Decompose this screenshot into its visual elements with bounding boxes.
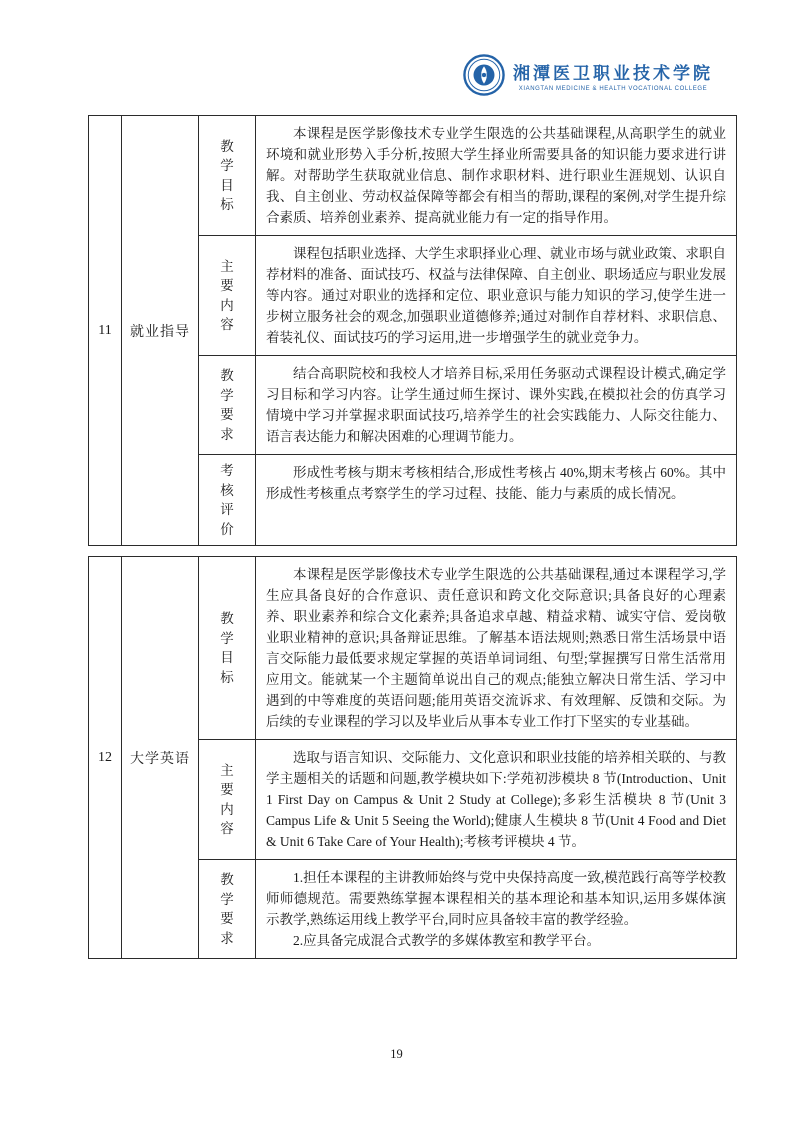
section-teaching-objectives	[199, 557, 736, 739]
section-label: 主 要 内 容	[199, 740, 256, 859]
section-label: 教 学 目 标	[199, 116, 256, 235]
section-label: 教 学 要 求	[199, 860, 256, 958]
section-teaching-objectives	[199, 116, 736, 235]
section-label: 教 学 要 求	[199, 356, 256, 454]
section-content: 本课程是医学影像技术专业学生限选的公共基础课程,从高职学生的就业环境和就业形势入手分析,按照大学生择业所需要具备的知识能力要求进行讲解。对帮助学生获取就业信息、制作求职材料、进行职业生涯规划、认识自我、自主创业、劳动权益保障等都会有相当的帮助,课程的案例,对学生提升综合素质、培养创业素养、提高就业能力有一定的指导作用。	[266, 126, 726, 225]
college-logo-icon	[463, 54, 505, 96]
course-sections	[199, 557, 736, 958]
section-content: 选取与语言知识、交际能力、文化意识和职业技能的培养相关联的、与教学主题相关的话题和问题,教学模块如下:学苑初涉模块 8 节(Introduction、Unit 1 First Day on Campus & Unit 2 Study at College);多彩生活模块 8 节(Unit 3 Campus Life & Unit 5 Seeing the World);健康人生模块 8 节(Unit 4 Food and Diet & Unit 6 Take Care of Your Health);考核考评模块 4 节。	[266, 750, 726, 849]
section-content: 形成性考核与期末考核相结合,形成性考核占 40%,期末考核占 60%。其中形成性考核重点考察学生的学习过程、技能、能力与素质的成长情况。	[266, 465, 726, 501]
section-content: 1.担任本课程的主讲教师始终与党中央保持高度一致,模范践行高等学校教师师德规范。需要熟练掌握本课程相关的基本理论和基本知识,运用多媒体演示教学,熟练运用线上教学平台,同时应具备较丰富的教学经验。 2.应具备完成混合式教学的多媒体教室和教学平台。	[266, 870, 726, 948]
course-sections	[199, 116, 736, 545]
college-name: 湘潭医卫职业技术学院	[513, 63, 713, 83]
college-name-block	[513, 59, 713, 92]
course-row-11	[88, 115, 737, 546]
section-label: 主 要 内 容	[199, 236, 256, 355]
page-number: 19	[390, 1047, 403, 1061]
section-main-content	[199, 235, 736, 355]
section-content: 本课程是医学影像技术专业学生限选的公共基础课程,通过本课程学习,学生应具备良好的合作意识、责任意识和跨文化交际意识;具备良好的心理素养、职业素养和综合文化素养;具备追求卓越、精益求精、诚实守信、爱岗敬业职业精神的意识;具备辩证思维。了解基本语法规则;熟悉日常生活场景中语言交际能力最低要求规定掌握的英语单词词组、句型;掌握撰写日常生活常用应用文。能就某一个主题简单说出自己的观点;能独立解决日常生活、学习中遇到的中等难度的英语问题;能用英语交流诉求、有效理解、反馈和交际。为后续的专业课程的学习以及毕业后从事本专业工作打下坚实的专业基础。	[266, 567, 726, 729]
course-name: 就业指导	[122, 116, 199, 545]
row-number: 12	[89, 557, 122, 958]
section-main-content	[199, 739, 736, 859]
section-label: 教 学 目 标	[199, 557, 256, 739]
section-assessment-evaluation	[199, 454, 736, 545]
section-teaching-requirements	[199, 859, 736, 958]
page-header	[463, 54, 713, 96]
course-name: 大学英语	[122, 557, 199, 958]
section-label: 考 核 评 价	[199, 455, 256, 545]
row-number: 11	[89, 116, 122, 545]
section-teaching-requirements	[199, 355, 736, 454]
college-name-en: XIANGTAN MEDICINE & HEALTH VOCATIONAL COLLEGE	[518, 85, 708, 92]
section-content: 结合高职院校和我校人才培养目标,采用任务驱动式课程设计模式,确定学习目标和学习内容。让学生通过师生探讨、课外实践,在模拟社会的仿真学习情境中学习并掌握求职面试技巧,培养学生的社会实践能力、人际交往能力、语言表达能力和解决困难的心理调节能力。	[266, 366, 726, 444]
course-table	[88, 115, 737, 959]
course-row-12	[88, 556, 737, 959]
section-content: 课程包括职业选择、大学生求职择业心理、就业市场与就业政策、求职自荐材料的准备、面试技巧、权益与法律保障、自主创业、职场适应与职业发展等内容。通过对职业的选择和定位、职业意识与能力知识的学习,使学生进一步树立服务社会的观念,加强职业道德修养;通过对制作自荐材料、求职信息、着装礼仪、面试技巧的学习运用,进一步增强学生的就业竞争力。	[266, 246, 726, 345]
